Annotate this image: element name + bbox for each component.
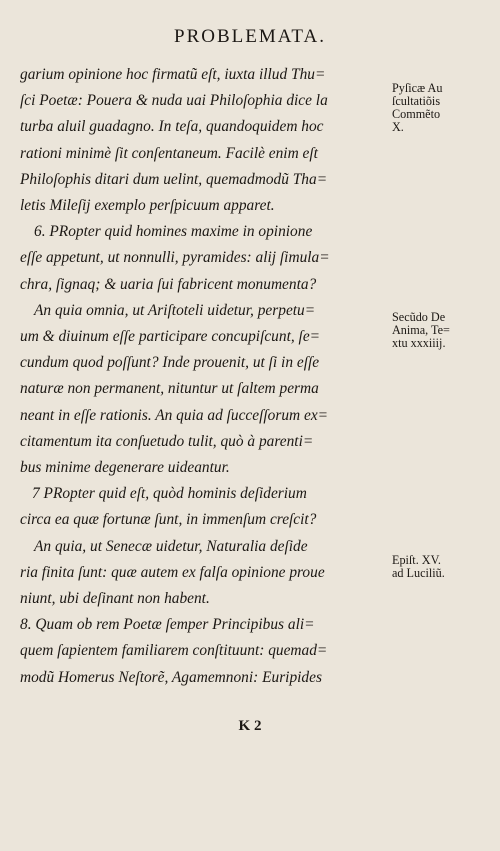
text-line: letis Mileſij exemplo perſpicuum apparet. <box>20 197 275 215</box>
text-line: eſſe appetunt, ut nonnulli, pyramides: alij ſimula= <box>20 249 330 267</box>
text-line: cundum quod poſſunt? Inde prouenit, ut ſi in eſſe <box>20 354 320 372</box>
text-line: modũ Homerus Neſtorẽ, Agamemnoni: Euripides <box>20 668 322 686</box>
text-line: niunt, ubi deſinant non habent. <box>20 590 210 608</box>
text-line: citamentum ita conſuetudo tulit, quò à parenti= <box>20 432 314 450</box>
margin-note-epistle: Epiſt. XV. ad Luciliũ. <box>392 553 445 580</box>
text-line: turba aluil guadagno. In teſa, quandoquidem hoc <box>20 118 324 136</box>
text-line: bus minime degenerare uideantur. <box>20 459 230 477</box>
answer-7-start: An quia, ut Senecæ uidetur, Naturalia deſide <box>34 537 308 555</box>
margin-note-de-anima: Secũdo De Anima, Te= xtu xxxiiij. <box>392 310 450 350</box>
problem-8-heading: 8. Quam ob rem Poetæ ſemper Principibus ali= <box>20 616 315 634</box>
text-line: circa ea quæ fortunæ ſunt, in immenſum creſcit? <box>20 511 317 529</box>
text-line: Philoſophis ditari dum uelint, quemadmodũ Tha= <box>20 170 328 188</box>
problem-7-heading: 7 PRopter quid eſt, quòd hominis deſiderium <box>32 485 307 503</box>
text-line: ſci Poetæ: Pouera & nuda uai Philoſophia dice la <box>20 92 328 110</box>
text-line: neant in eſſe rationis. An quia ad ſucceſſorum ex= <box>20 406 329 424</box>
running-head: PROBLEMATA. <box>174 26 326 47</box>
text-line: chra, ſignaq; & uaria ſui fabricent monumenta? <box>20 275 317 293</box>
margin-note-physics: Pyſicæ Au ſcultatiõis Commẽto X. <box>392 81 443 134</box>
body-text <box>20 62 392 691</box>
text-line: quem ſapientem familiarem conſtituunt: quemad= <box>20 642 328 660</box>
text-line: naturæ non permanent, nituntur ut ſaltem perma <box>20 380 319 398</box>
text-line: rationi minimè ſit conſentaneum. Facilè enim eſt <box>20 144 318 162</box>
text-line: ria finita ſunt: quæ autem ex falſa opinione proue <box>20 563 325 581</box>
answer-6-start: An quia omnia, ut Ariſtoteli uidetur, perpetu= <box>34 301 316 319</box>
signature-mark: K 2 <box>238 718 262 734</box>
text-line: garium opinione hoc firmatũ eſt, iuxta illud Thu= <box>20 66 326 83</box>
problem-6-heading: 6. PRopter quid homines maxime in opinione <box>34 223 313 241</box>
text-line: um & diuinum eſſe participare concupiſcunt, ſe= <box>20 328 321 346</box>
